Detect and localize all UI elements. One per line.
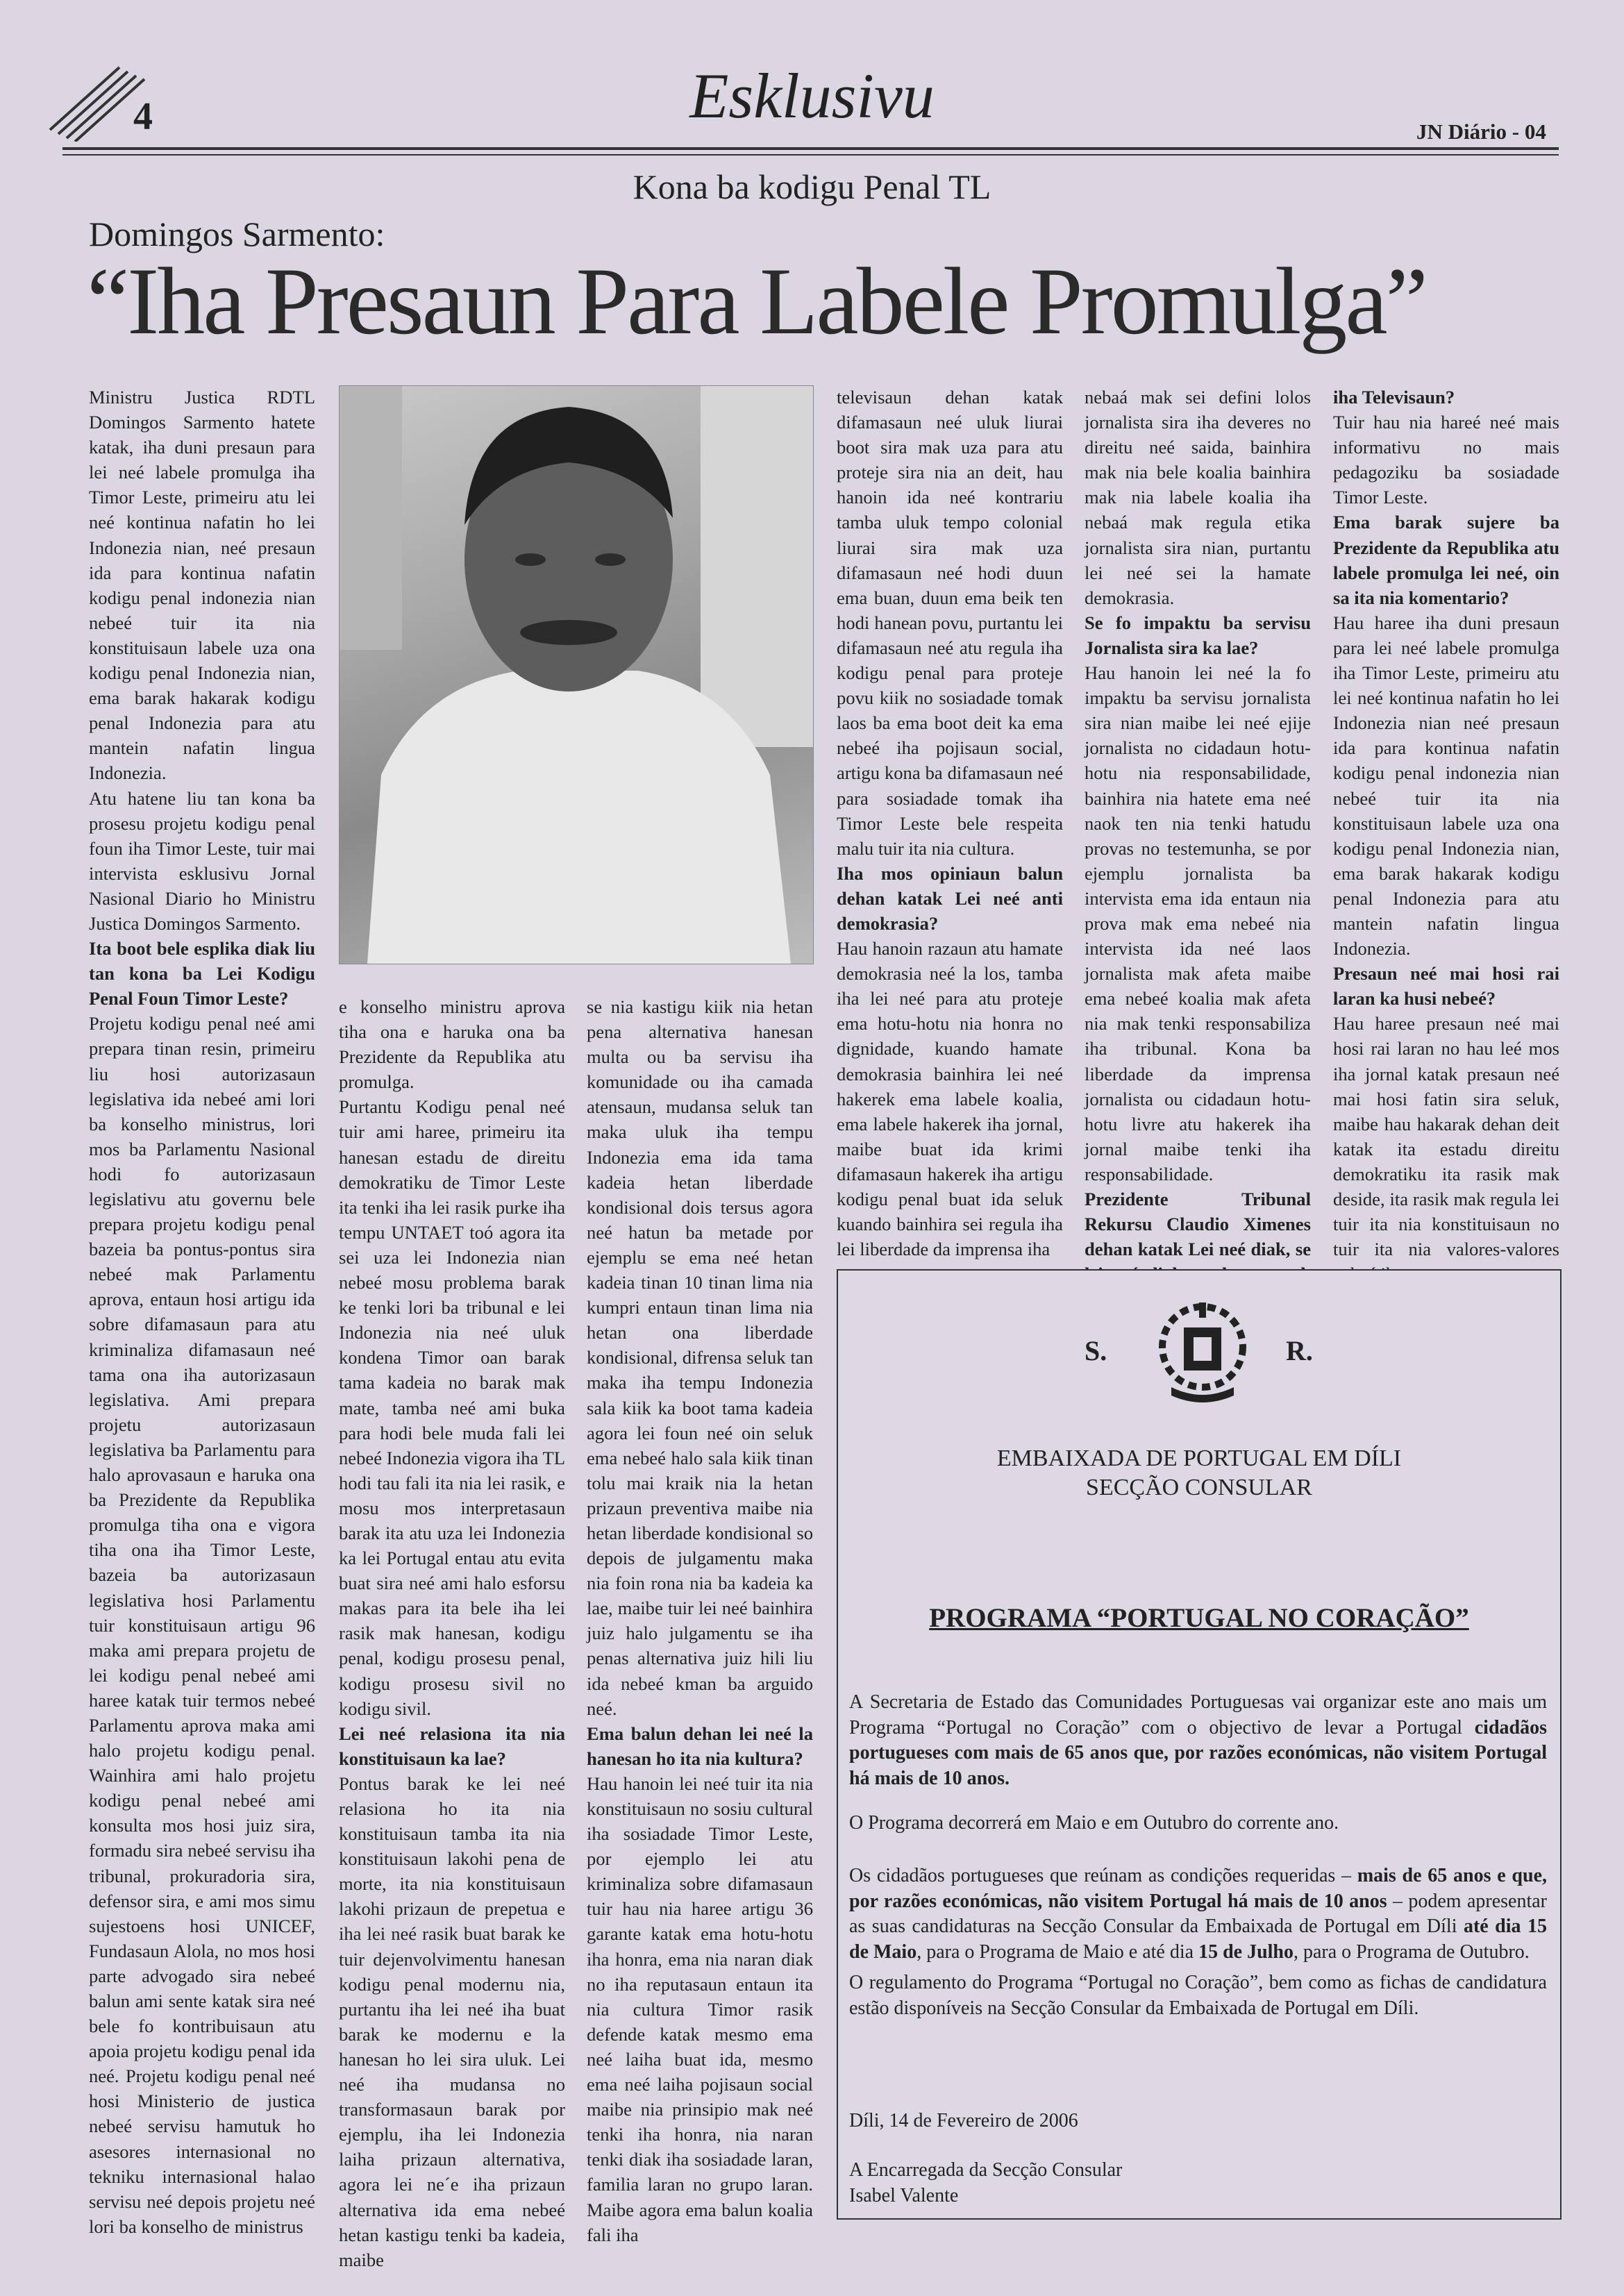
article-paragraph: Tuir hau nia hareé neé mais informativu no mais pedagoziku ba sosiadade Timor Leste. xyxy=(1333,412,1559,508)
article-paragraph: e konselho ministru aprova tiha ona e haruka ona ba Prezidente da Republika atu promulga. xyxy=(339,996,565,1093)
article-paragraph: Hau hanoin lei neé tuir ita nia konstituisaun no sosiu cultural iha sosiadade Timor Leste, por ejemplo lei atu kriminaliza sobre difamasaun tuir hau nia haree artigu 36 garante katak ema hotu-hotu iha honra, ema nia naran diak no iha reputasaun entaun ita nia cultura Timor rasik defende katak mesmo ema neé laiha buat ida, mesmo ema neé laiha pojisaun social maibe nia prinsipio mak neé tenki iha honra, nia naran tenki diak iha sosiadade laran, familia laran no grupo laran. Maibe agora ema balun koalia fali iha xyxy=(587,1773,813,2245)
signatory-title: A Encarregada da Secção Consular xyxy=(849,2159,1123,2181)
article-paragraph: nebaá mak sei defini lolos jornalista sira iha deveres no direitu neé saida, bainhira mak nia bele koalia bainhira mak nia labele koalia iha nebaá mak regula etika jornalista sira nian, purtantu lei neé sei la hamate demokrasia. xyxy=(1085,387,1311,608)
article-paragraph: se nia kastigu kiik nia hetan pena alternativa hanesan multa ou ba servisu iha komunidade ou iha camada atensaun, mudansa seluk tan maka uluk iha tempu Indonezia ema ida tama kadeia hetan liberdade kondisional dois tersus agora neé hatun ba metade por ejemplu se ema neé hetan kadeia tinan 10 tinan lima nia kumpri entaun tinan lima nia hetan ona liberdade kondisional, difrensa seluk tan maka iha tempu Indonezia sala kiik ka boot tama kadeia agora lei foun neé oin seluk ema nebeé halo sala kiik tinan tolu mai kraik nia la hetan prizaun preventiva maibe nia hetan liberdade kondisional so depois de julgamentu maka nia foin rona nia ba kadeia ka lae, maibe tuir lei neé bainhira juiz halo julgamentu se iha penas alternativa juiz hili liu ida nebeé kman ba arguido neé. xyxy=(587,996,813,1719)
crest-letter-right: R. xyxy=(1286,1335,1313,1366)
article-column-6 xyxy=(1333,385,1559,1312)
article-photo xyxy=(339,385,814,964)
consular-section: SECÇÃO CONSULAR xyxy=(1086,1475,1312,1500)
page-number: 4 xyxy=(133,95,153,138)
article-paragraph: Hau haree presaun neé mai hosi rai laran no hau leé mos iha jornal katak presaun neé mai hosi fatin sira seluk, maibe hau hakarak dehan deit katak ita estadu direitu demokratiku ita rasik mak deside, ita rasik mak regula lei tuir ita nia konstituisaun no tuir ita nia valores-valores xyxy=(1333,1013,1559,1260)
coat-of-arms-icon xyxy=(1144,1298,1262,1409)
article-byline: Domingos Sarmento: xyxy=(89,215,385,253)
article-paragraph: Hau hanoin razaun atu hamate demokrasia neé la los, tamba iha lei neé para atu proteje ema hotu-hotu nia honra no dignidade, kuando hamate demokrasia bainhira lei neé hakerek ema labele koalia, ema labele hakerek iha jornal, maibe buat ida krimi difamasaun hakerek iha artigu kodigu penal buat ida seluk kuando bainhira sei regula iha lei liberdade da imprensa iha xyxy=(837,938,1063,1260)
article-paragraph: Atu hatene liu tan kona ba prosesu projetu kodigu penal foun iha Timor Leste, tuir mai intervista esklusivu Jornal Nasional Diario ho Ministru Justica Domingos Sarmento. xyxy=(89,787,315,934)
article-paragraph: Hau haree iha duni presaun para lei neé labele promulga iha Timor Leste, primeiru atu lei neé kontinua nafatin ho lei Indonezia nian neé presaun ida para kontinua nafatin kodigu penal indonezia nian nebeé tuir ita nia konstituisaun labele uza ona kodigu penal Indonezia nian, ema barak hakarak kodigu penal Indonezia para atu mantein nafatin lingua Indonezia. xyxy=(1333,612,1559,960)
header-rule-thin xyxy=(62,154,1559,156)
article-column-5 xyxy=(1085,385,1311,1337)
notice-paragraph-4: O regulamento do Programa “Portugal no Coração”, bem como as fichas de candidatura estão disponíveis na Secção Consular da Embaixada de Portugal em Díli. xyxy=(849,1972,1547,2019)
portrait-image xyxy=(340,386,813,964)
article-column-4 xyxy=(837,385,1063,1262)
interview-question: Prezidente Tribunal Rekursu Claudio Ximenes dehan katak Lei neé diak, se xyxy=(1085,1189,1311,1260)
signatory-name: Isabel Valente xyxy=(849,2184,959,2206)
article-paragraph: Pontus barak ke lei neé relasiona ho ita nia konstituisaun tamba ita nia konstituisaun lakohi pena de morte, ita nia konstituisaun lakohi prizaun de prepetua e iha lei neé rasik buat barak ke tuir dejenvolvimentu hanesan kodigu penal modernu nia, purtantu iha lei neé iha buat barak ke modernu e la hanesan ho lei sira uluk. Lei neé iha mudansa no transformasaun barak por ejemplu, iha lei Indonezia laiha prizaun alternativa, agora lei ne´e iha prizaun alternativa ida ema nebeé hetan kastigu tenki ba kadeia, maibe xyxy=(339,1773,565,2270)
article-column-3 xyxy=(587,994,813,2247)
embassy-name: EMBAIXADA DE PORTUGAL EM DÍLI xyxy=(996,1446,1402,1471)
interview-question: Ema barak sujere ba Prezidente da Republika atu labele promulga lei neé, oin sa ita nia komentario? xyxy=(1333,512,1559,608)
interview-question: Ema balun dehan lei neé la hanesan ho ita nia kultura? xyxy=(587,1723,813,1769)
interview-question: Ita boot bele esplika diak liu tan kona ba Lei Kodigu Penal Foun Timor Leste? xyxy=(89,938,315,1009)
article-paragraph: Purtantu Kodigu penal neé tuir ami haree, primeiru ita hanesan estadu de direitu demokratiku de Timor Leste ita tenki iha lei rasik purke iha tempu UNTAET toó agora ita sei uza lei Indonezia nian nebeé mosu problema barak ke tenki lori ba tribunal e lei Indonezia nia neé uluk kondena Timor oan barak tama kadeia no barak mak mate, tamba neé ami buka para hodi bele muda fali lei nebeé Indonezia vigora iha TL hodi tau fali ita nia lei rasik, e mosu mos interpretasaun barak ita atu uza lei Indonezia ka lei Portugal entau atu evita buat sira neé ami halo esforsu makas para ita bele iha lei rasik mak hanesan, kodigu penal, kodigu prosesu penal, kodigu prosesu sivil no kodigu sivil. xyxy=(339,1096,565,1719)
header-rule xyxy=(62,147,1559,150)
article-column-2 xyxy=(339,994,565,2272)
article-paragraph: Hau hanoin lei neé la fo impaktu ba servisu jornalista sira nian maibe lei neé ejije jornalista no cidadaun hotu-hotu nia responsabilidade, bainhira nia hatete ema neé naok ten nia tenki hatudu provas no testemunha, se por ejemplu jornalista ba intervista ema ida entaun nia prova mak ema nebeé nia intervista ida neé laos jornalista mak afeta maibe ema nebeé koalia mak afeta nia mak tenki responsabiliza iha tribunal. Kona ba liberdade da imprensa jornalista ou cidadaun hotu-hotu livre atu hakerek iha jornal maibe tenki iha responsabilidade. xyxy=(1085,662,1311,1184)
article-kicker: Kona ba kodigu Penal TL xyxy=(633,167,991,206)
notice-signature xyxy=(849,2158,1547,2209)
embassy-heading xyxy=(838,1444,1560,1502)
program-title: PROGRAMA “PORTUGAL NO CORAÇÃO” xyxy=(929,1603,1469,1633)
article-headline: “Iha Presaun Para Labele Promulga” xyxy=(87,248,1426,354)
interview-question: iha Televisaun? xyxy=(1333,387,1455,408)
article-paragraph: televisaun dehan katak difamasaun neé uluk liurai boot sira mak uza para atu proteje sira nia an deit, hau hanoin ida neé kontrariu tamba uluk tempo colonial liurai sira mak uza difamasaun neé hodi duun ema buan, duun ema beik ten hodi hanean povu, purtantu lei difamasaun neé atu regula iha kodigu penal para proteje povu kiik no sosiadade tomak laos ba ema boot deit ka ema nebeé iha pojisaun social, artigu kona ba difamasaun neé para sosiadade tomak iha Timor Leste bele respeita malu tuir ita nia cultura. xyxy=(837,387,1063,859)
article-column-1 xyxy=(89,385,315,2239)
interview-question: Se fo impaktu ba servisu Jornalista sira ka lae? xyxy=(1085,612,1311,658)
notice-paragraph-3: Os cidadãos portugueses que reúnam as condições requeridas – mais de 65 anos e que, por razões económicas, não visitem Portugal há mais de 10 anos – podem apresentar as suas candidaturas na Secção Consular da Embaixada de Portugal em Díli até dia 15 de Maio, para o Programa de Maio e até dia 15 de Julho, para o Programa de Outubro. xyxy=(849,1865,1548,1963)
interview-question: Iha mos opiniaun balun dehan katak Lei neé anti demokrasia? xyxy=(837,862,1063,934)
article-paragraph: Projetu kodigu penal neé ami prepara tinan resin, primeiru liu hosi autorizasaun legislativa ida nebeé ami lori ba konselho ministrus, lori mos ba Parlamentu Nasional hodi fo autorizasaun legislativu atu governu bele prepara projetu kodigu penal bazeia ba pontus-pontus sira nebeé mak Parlamentu aprova, entaun hosi artigu ida sobre difamasaun para atu kriminaliza difamasaun neé tama ona iha autorizasaun legislativa. Ami prepara projetu autorizasaun legislativa ba Parlamentu para halo aprovasaun e haruka ona ba Prezidente da Republika promulga tiha ona e vigora tiha ona iha Timor Leste, bazeia ba autorizasaun legislativa hosi Parlamentu tuir konstituisaun artigu 96 maka ami prepara projetu de lei kodigu penal nebeé ami haree katak tuir termos nebeé Parlamentu aprova maka ami halo projetu kodigu penal. Wainhira ami halo projetu kodigu penal nebeé ami konsulta mos hosi juiz sira, formadu sira nebeé servisu iha tribunal, prokuradoria sira, defensor sira, e ami mos simu sujestoens hosi UNICEF, Fundasaun Alola, no mos hosi parte advogado sira nebeé balun ami sente katak sira neé bele fo kontribuisaun atu apoia projetu kodigu penal ida neé. Projetu kodigu penal neé hosi Ministerio de justica nebeé servisu hamutuk ho asesores internasional no tekniku internasional halao servisu neé depois projetu neé lori ba konselho de ministrus xyxy=(89,1013,315,2237)
issue-label: JN Diário - 04 xyxy=(1416,119,1546,144)
article-paragraph: Ministru Justica RDTL Domingos Sarmento hatete katak, iha duni presaun para lei neé labele promulga iha Timor Leste, primeiru atu lei neé kontinua nafatin ho lei Indonezia nian, neé presaun ida para kontinua nafatin kodigu penal indonezia nian nebeé tuir ita nia konstituisaun labele uza ona kodigu penal Indonezia nian, ema barak hakarak kodigu penal Indonezia para atu mantein nafatin lingua Indonezia. xyxy=(89,387,315,784)
section-title: Esklusivu xyxy=(689,60,935,131)
interview-question: Lei neé relasiona ita nia konstituisaun ka lae? xyxy=(339,1723,565,1769)
notice-paragraph-2: O Programa decorrerá em Maio e em Outubro do corrente ano. xyxy=(849,1812,1339,1834)
notice-date: Díli, 14 de Fevereiro de 2006 xyxy=(849,2110,1078,2131)
notice-paragraph-1: A Secretaria de Estado das Comunidades Portuguesas vai organizar este ano mais um Programa “Portugal no Coração” com o objectivo de levar a Portugal cidadãos portugueses com mais de 65 anos que, por razões económicas, não visitem Portugal há mais de 10 anos. xyxy=(849,1691,1547,1789)
embassy-notice-box xyxy=(837,1269,1562,2220)
interview-question: Presaun neé mai hosi rai laran ka husi nebeé? xyxy=(1333,963,1559,1009)
crest-letter-left: S. xyxy=(1085,1335,1107,1366)
